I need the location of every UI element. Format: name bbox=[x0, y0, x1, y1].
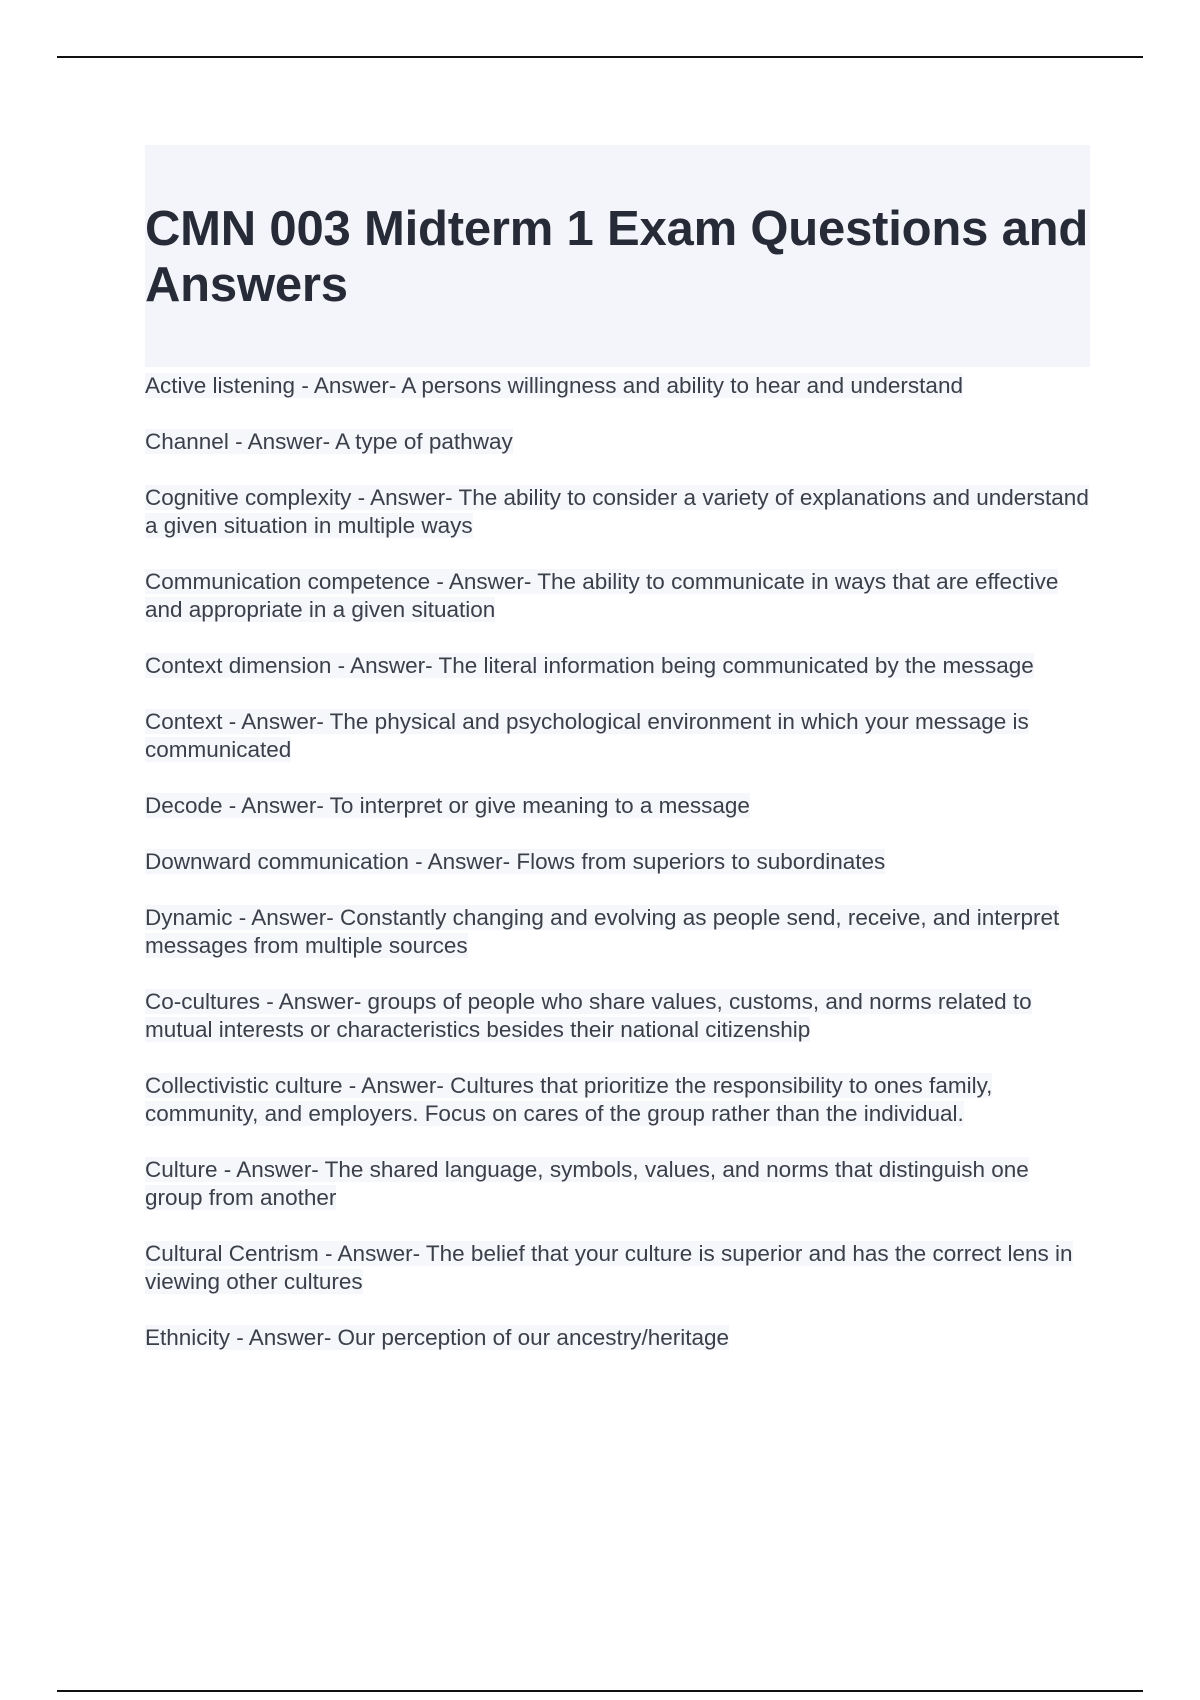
qa-entry bbox=[145, 425, 1090, 459]
qa-entry-text: Cognitive complexity - Answer- The ability to consider a variety of explanations and understand a given situation in multiple ways bbox=[145, 485, 1089, 538]
qa-entry bbox=[145, 901, 1090, 963]
qa-entry bbox=[145, 1321, 1090, 1355]
qa-entry-text: Collectivistic culture - Answer- Cultures that prioritize the responsibility to ones family, community, and employers. Focus on cares of the group rather than the individual. bbox=[145, 1073, 993, 1126]
qa-entry bbox=[145, 705, 1090, 767]
qa-entry bbox=[145, 369, 1090, 403]
title-block bbox=[145, 145, 1090, 367]
qa-entry-text: Culture - Answer- The shared language, symbols, values, and norms that distinguish one group from another bbox=[145, 1157, 1029, 1210]
document-body bbox=[145, 145, 1090, 1350]
qa-entry bbox=[145, 845, 1090, 879]
qa-entry bbox=[145, 985, 1090, 1047]
qa-entry-text: Dynamic - Answer- Constantly changing and evolving as people send, receive, and interpret messages from multiple sources bbox=[145, 905, 1060, 958]
qa-entry bbox=[145, 1153, 1090, 1215]
qa-entry-text: Active listening - Answer- A persons willingness and ability to hear and understand bbox=[145, 373, 963, 398]
header-rule bbox=[57, 56, 1143, 58]
qa-entry bbox=[145, 1069, 1090, 1131]
qa-entry bbox=[145, 649, 1090, 683]
qa-entry-text: Decode - Answer- To interpret or give meaning to a message bbox=[145, 793, 750, 818]
qa-entry-text: Context - Answer- The physical and psychological environment in which your message is communicated bbox=[145, 709, 1029, 762]
qa-entry bbox=[145, 789, 1090, 823]
qa-entry bbox=[145, 1237, 1090, 1299]
qa-list bbox=[145, 369, 1090, 1377]
qa-entry bbox=[145, 565, 1090, 627]
qa-entry-text: Channel - Answer- A type of pathway bbox=[145, 429, 513, 454]
footer-rule bbox=[57, 1690, 1143, 1692]
document-title: CMN 003 Midterm 1 Exam Questions and Answers bbox=[145, 202, 1089, 312]
qa-entry-text: Ethnicity - Answer- Our perception of our ancestry/heritage bbox=[145, 1325, 730, 1350]
qa-entry bbox=[145, 481, 1090, 543]
qa-entry-text: Co-cultures - Answer- groups of people who share values, customs, and norms related to mutual interests or characteristics besides their national citizenship bbox=[145, 989, 1032, 1042]
qa-entry-text: Communication competence - Answer- The ability to communicate in ways that are effective and appropriate in a given situation bbox=[145, 569, 1059, 622]
qa-entry-text: Downward communication - Answer- Flows from superiors to subordinates bbox=[145, 849, 886, 874]
qa-entry-text: Context dimension - Answer- The literal information being communicated by the message bbox=[145, 653, 1034, 678]
qa-entry-text: Cultural Centrism - Answer- The belief that your culture is superior and has the correct lens in viewing other cultures bbox=[145, 1241, 1073, 1294]
